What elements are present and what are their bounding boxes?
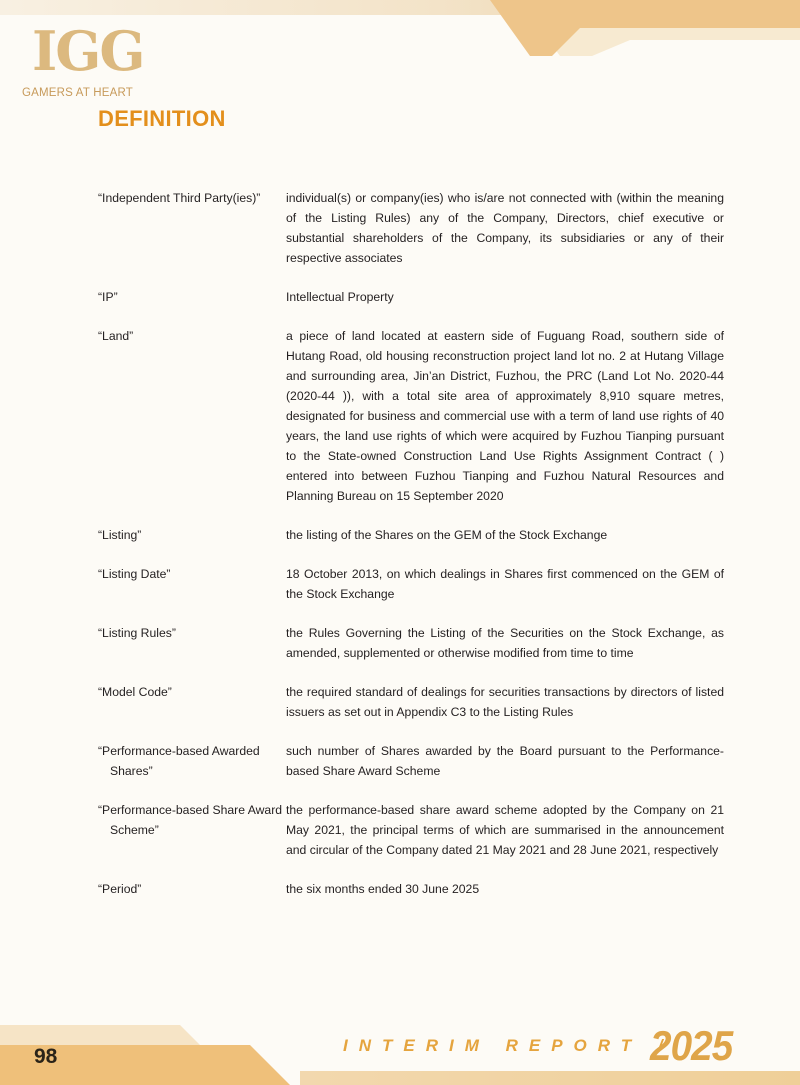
term: “Listing Rules” bbox=[98, 626, 176, 640]
footer-band bbox=[300, 1071, 800, 1085]
definition-list bbox=[0, 188, 800, 918]
igg-logo bbox=[22, 20, 152, 105]
definition-row bbox=[0, 188, 800, 268]
definition-text: the Rules Governing the Listing of the Securities on the Stock Exchange, as amended, supplemented or otherwise modified from time to time bbox=[286, 626, 724, 660]
term: “IP” bbox=[98, 290, 118, 304]
definition-row bbox=[0, 564, 800, 604]
term: “Model Code” bbox=[98, 685, 172, 699]
definition-row bbox=[0, 682, 800, 722]
definition-row bbox=[0, 287, 800, 307]
term: “Listing” bbox=[98, 528, 142, 542]
report-title: INTERIM REPORT / bbox=[343, 1036, 674, 1055]
definition-row bbox=[0, 525, 800, 545]
page-title: DEFINITION bbox=[98, 106, 226, 131]
term: “Performance-based Share Award Scheme” bbox=[98, 803, 283, 837]
definition-row bbox=[0, 326, 800, 506]
definition-row bbox=[0, 623, 800, 663]
definition-row bbox=[0, 800, 800, 860]
term: “Period” bbox=[98, 882, 142, 896]
logo-tagline: GAMERS AT HEART bbox=[22, 87, 133, 99]
definition-text: the required standard of dealings for securities transactions by directors of listed issuers as set out in Appendix C3 to the Listing Rules bbox=[286, 685, 724, 719]
definition-row bbox=[0, 741, 800, 781]
definition-row bbox=[0, 879, 800, 899]
definition-text: individual(s) or company(ies) who is/are not connected with (within the meaning of the Listing Rules) any of the Company, Directors, chief executive or substantial shareholders of the Company, its subsidiaries or any of their respective associates bbox=[286, 191, 724, 265]
term: “Land” bbox=[98, 329, 134, 343]
definition-text: the listing of the Shares on the GEM of the Stock Exchange bbox=[286, 528, 608, 542]
logo-mark: IGG bbox=[32, 19, 144, 83]
term: “Performance-based Awarded Shares” bbox=[98, 744, 260, 778]
term: “Listing Date” bbox=[98, 567, 171, 581]
definition-text: a piece of land located at eastern side of Fuguang Road, southern side of Hutang Road, old housing reconstruction project land lot no. 2 at Hutang Village and surrounding area, Jin’an District, Fuzhou, the PRC (Land Lot No. 2020-44 (2020-44 )), with a total site area of approximately 8,910 square metres, designated for business and commercial use with a term of land use rights of 40 years, the land use rights of which were acquired by Fuzhou Tianping pursuant to the State-owned Construction Land Use Rights Assignment Contract ( ) entered into between Fuzhou Tianping and Fuzhou Natural Resources and Planning Bureau on 15 September 2020 bbox=[286, 329, 724, 503]
page-number: 98 bbox=[34, 1045, 58, 1068]
definition-text: Intellectual Property bbox=[286, 290, 394, 304]
definition-text: the six months ended 30 June 2025 bbox=[286, 882, 480, 896]
definition-text: 18 October 2013, on which dealings in Shares first commenced on the GEM of the Stock Exchange bbox=[286, 567, 724, 601]
term: “Independent Third Party(ies)” bbox=[98, 191, 261, 205]
definition-text: such number of Shares awarded by the Board pursuant to the Performance-based Share Award Scheme bbox=[286, 744, 724, 778]
header-corner-decoration bbox=[460, 0, 800, 56]
report-year: 2025 bbox=[650, 1022, 733, 1069]
definition-text: the performance-based share award scheme adopted by the Company on 21 May 2021, the principal terms of which are summarised in the announcement and circular of the Company dated 21 May 2021 and 28 June 2021, respectively bbox=[286, 803, 724, 857]
